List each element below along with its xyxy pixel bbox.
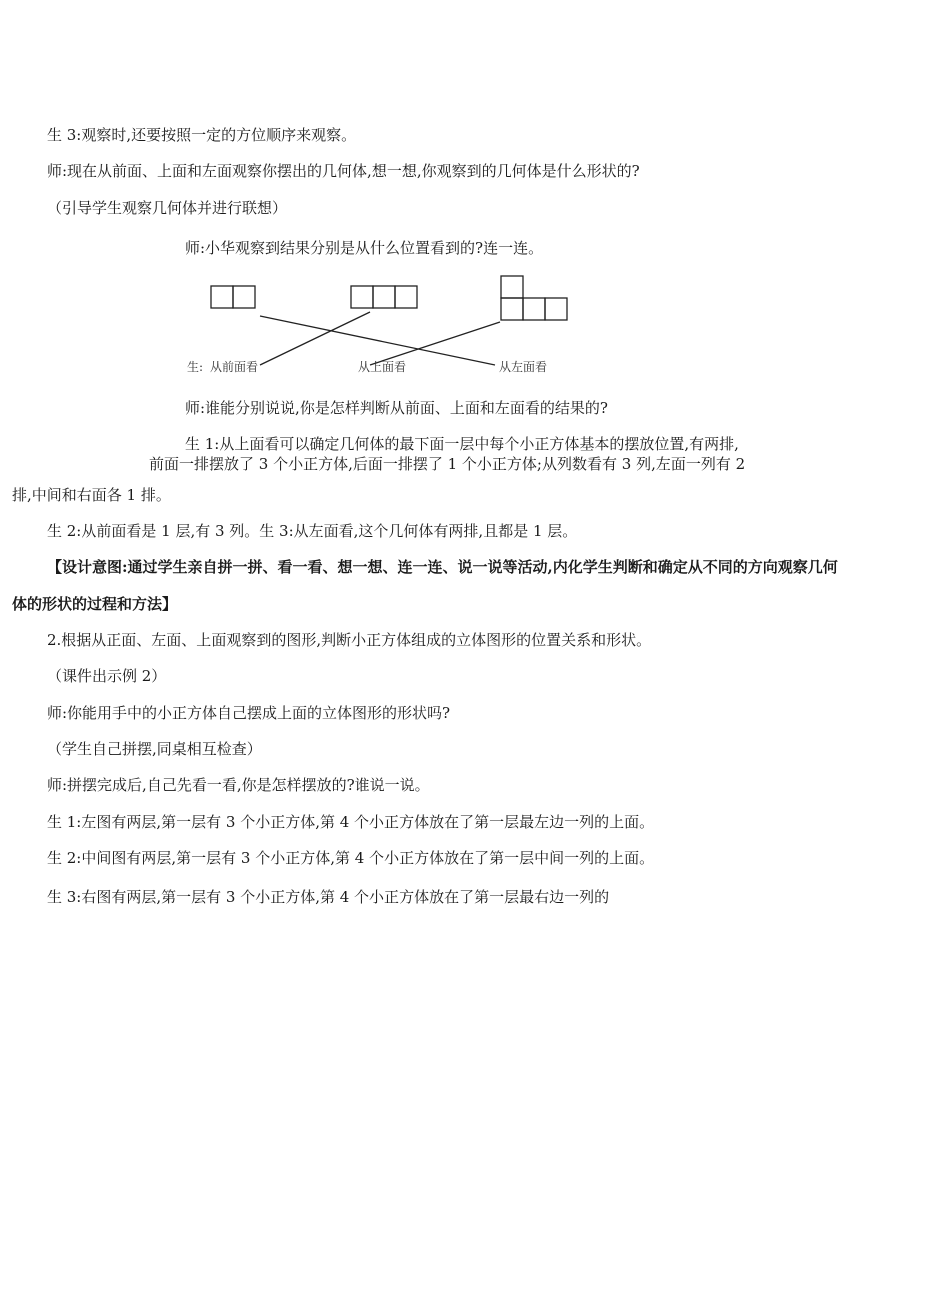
- para-guide: （引导学生观察几何体并进行联想）: [47, 199, 288, 217]
- label-student-prefix: 生:: [187, 360, 204, 374]
- para-item2: 2.根据从正面、左面、上面观察到的图形,判断小正方体组成的立体图形的位置关系和形状。: [47, 631, 652, 649]
- para-design-intent-a: 【设计意图:通过学生亲自拼一拼、看一看、想一想、连一连、说一说等活动,内化学生判断和确定从不同的方向观察几何: [47, 558, 838, 576]
- para-teacher-question: 师:现在从前面、上面和左面观察你摆出的几何体,想一想,你观察到的几何体是什么形状的?: [47, 162, 640, 180]
- para-students-build: （学生自己拼摆,同桌相互检查）: [47, 740, 262, 758]
- para-example2: （课件出示例 2）: [47, 667, 167, 685]
- para-teacher-explain: 师:拼摆完成后,自己先看一看,你是怎样摆放的?谁说一说。: [47, 776, 430, 794]
- view-figure-l-shape: [501, 276, 567, 320]
- para-s2-middle: 生 2:中间图有两层,第一层有 3 个小正方体,第 4 个小正方体放在了第一层中间一列的上面。: [47, 849, 655, 867]
- para-student1-a: 生 1:从上面看可以确定几何体的最下面一层中每个小正方体基本的摆放位置,有两排,: [185, 435, 739, 453]
- para-teacher-build: 师:你能用手中的小正方体自己摆成上面的立体图形的形状吗?: [47, 704, 451, 722]
- para-s1-left: 生 1:左图有两层,第一层有 3 个小正方体,第 4 个小正方体放在了第一层最左边一列的上面。: [47, 813, 655, 831]
- label-from-front: 从前面看: [210, 360, 259, 374]
- connector-line: [260, 316, 495, 365]
- para-diagram-prompt: 师:小华观察到结果分别是从什么位置看到的?连一连。: [185, 239, 544, 257]
- para-teacher-ask-reason: 师:谁能分别说说,你是怎样判断从前面、上面和左面看的结果的?: [185, 399, 608, 417]
- para-student2-3: 生 2:从前面看是 1 层,有 3 列。生 3:从左面看,这个几何体有两排,且都是 1 层。: [47, 522, 578, 540]
- view-figure-three-squares: [351, 286, 417, 308]
- para-student1-c: 排,中间和右面各 1 排。: [12, 486, 171, 504]
- para-student1-b: 前面一排摆放了 3 个小正方体,后面一排摆了 1 个小正方体;从列数看有 3 列,左面一列有 2: [149, 455, 746, 473]
- view-figure-two-squares: [211, 286, 255, 308]
- para-s3-right: 生 3:右图有两层,第一层有 3 个小正方体,第 4 个小正方体放在了第一层最右边一列的: [47, 888, 610, 906]
- para-student3: 生 3:观察时,还要按照一定的方位顺序来观察。: [47, 126, 357, 144]
- label-from-left: 从左面看: [499, 360, 548, 374]
- label-from-top: 从上面看: [358, 360, 407, 374]
- para-design-intent-b: 体的形状的过程和方法】: [12, 595, 178, 613]
